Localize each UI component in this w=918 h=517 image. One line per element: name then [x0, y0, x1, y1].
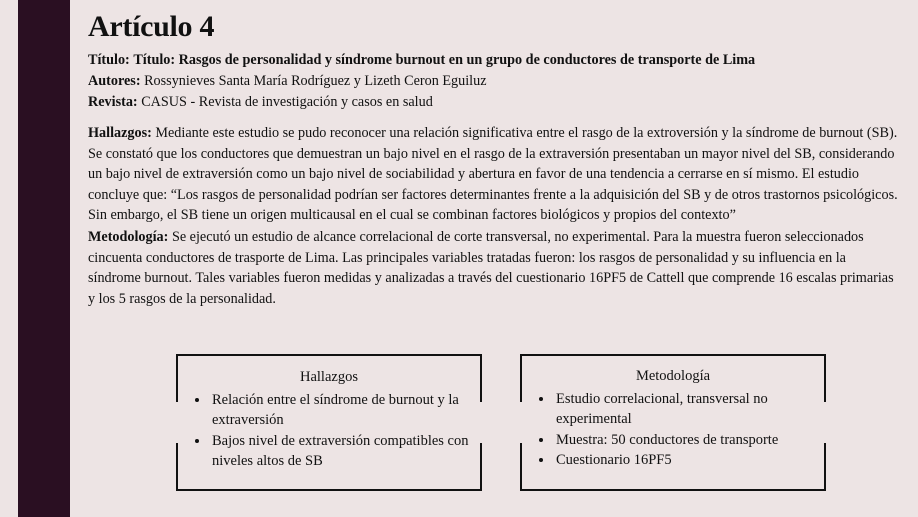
findings-summary-box — [176, 354, 482, 491]
findings-label: Hallazgos: — [88, 125, 152, 141]
left-decorative-bar — [18, 0, 70, 517]
findings-box-title: Hallazgos — [300, 369, 358, 385]
authors-label: Autores: — [88, 73, 141, 89]
list-item: • Muestra: 50 conductores de transporte — [554, 430, 826, 451]
journal-line — [88, 92, 900, 113]
methodology-label: Metodología: — [88, 228, 169, 245]
methodology-paragraph — [88, 227, 900, 309]
list-item: • Relación entre el síndrome de burnout y la extraversión — [210, 390, 482, 431]
list-item: • Bajos nivel de extraversión compatibles con niveles altos de SB — [210, 431, 482, 472]
article-title-line — [88, 50, 900, 71]
list-item: • Cuestionario 16PF5 — [554, 450, 826, 471]
authors-line — [88, 71, 900, 92]
findings-section — [88, 123, 900, 309]
title-value: Título: Rasgos de personalidad y síndrome burnout en un grupo de conductores de transporte de Lima — [133, 52, 756, 68]
journal-value: CASUS - Revista de investigación y casos en salud — [141, 94, 433, 110]
journal-label: Revista: — [88, 94, 138, 110]
methodology-summary-box — [520, 354, 826, 491]
methodology-list — [520, 389, 826, 471]
methodology-box-title: Metodología — [635, 368, 711, 384]
authors-value: Rossynieves Santa María Rodríguez y Lizeth Ceron Eguiluz — [144, 73, 487, 89]
findings-list — [176, 390, 482, 472]
title-label: Título: — [88, 52, 130, 68]
findings-text: Mediante este estudio se pudo reconocer una relación significativa entre el rasgo de la extroversión y la síndrome de burnout (SB). Se constató que los conductores que demuestran un bajo nivel en el rasgo de la extraversión presentaban un mayor nivel del SB, considerando un bajo nivel de extraversión como un bajo nivel de sociabilidad y abertura en favor de una tendencia a cerrarse en sí mismo. El estudio concluye que: “Los rasgos de personalidad podrían ser factores determinantes frente a la adquisición del SB y de otros trastornos psicológicos. Sin embargo, el SB tiene un origen multicausal en el cual se combinan factores biológicos y propios del contexto” — [88, 125, 898, 224]
article-heading: Artículo 4 — [88, 10, 215, 43]
methodology-text: Se ejecutó un estudio de alcance correlacional de corte transversal, no experimental. Para la muestra fueron seleccionados cincuenta conductores de trasporte de Lima. Las principales variables tratadas fueron: los rasgos de personalidad y su influencia en la síndrome burnout. Tales variables fueron medidas y analizadas a través del cuestionario 16PF5 de Cattell que comprende 16 escalas primarias y los 5 rasgos de la personalidad. — [88, 228, 894, 307]
article-content — [88, 8, 900, 309]
list-item: • Estudio correlacional, transversal no experimental — [554, 389, 826, 430]
